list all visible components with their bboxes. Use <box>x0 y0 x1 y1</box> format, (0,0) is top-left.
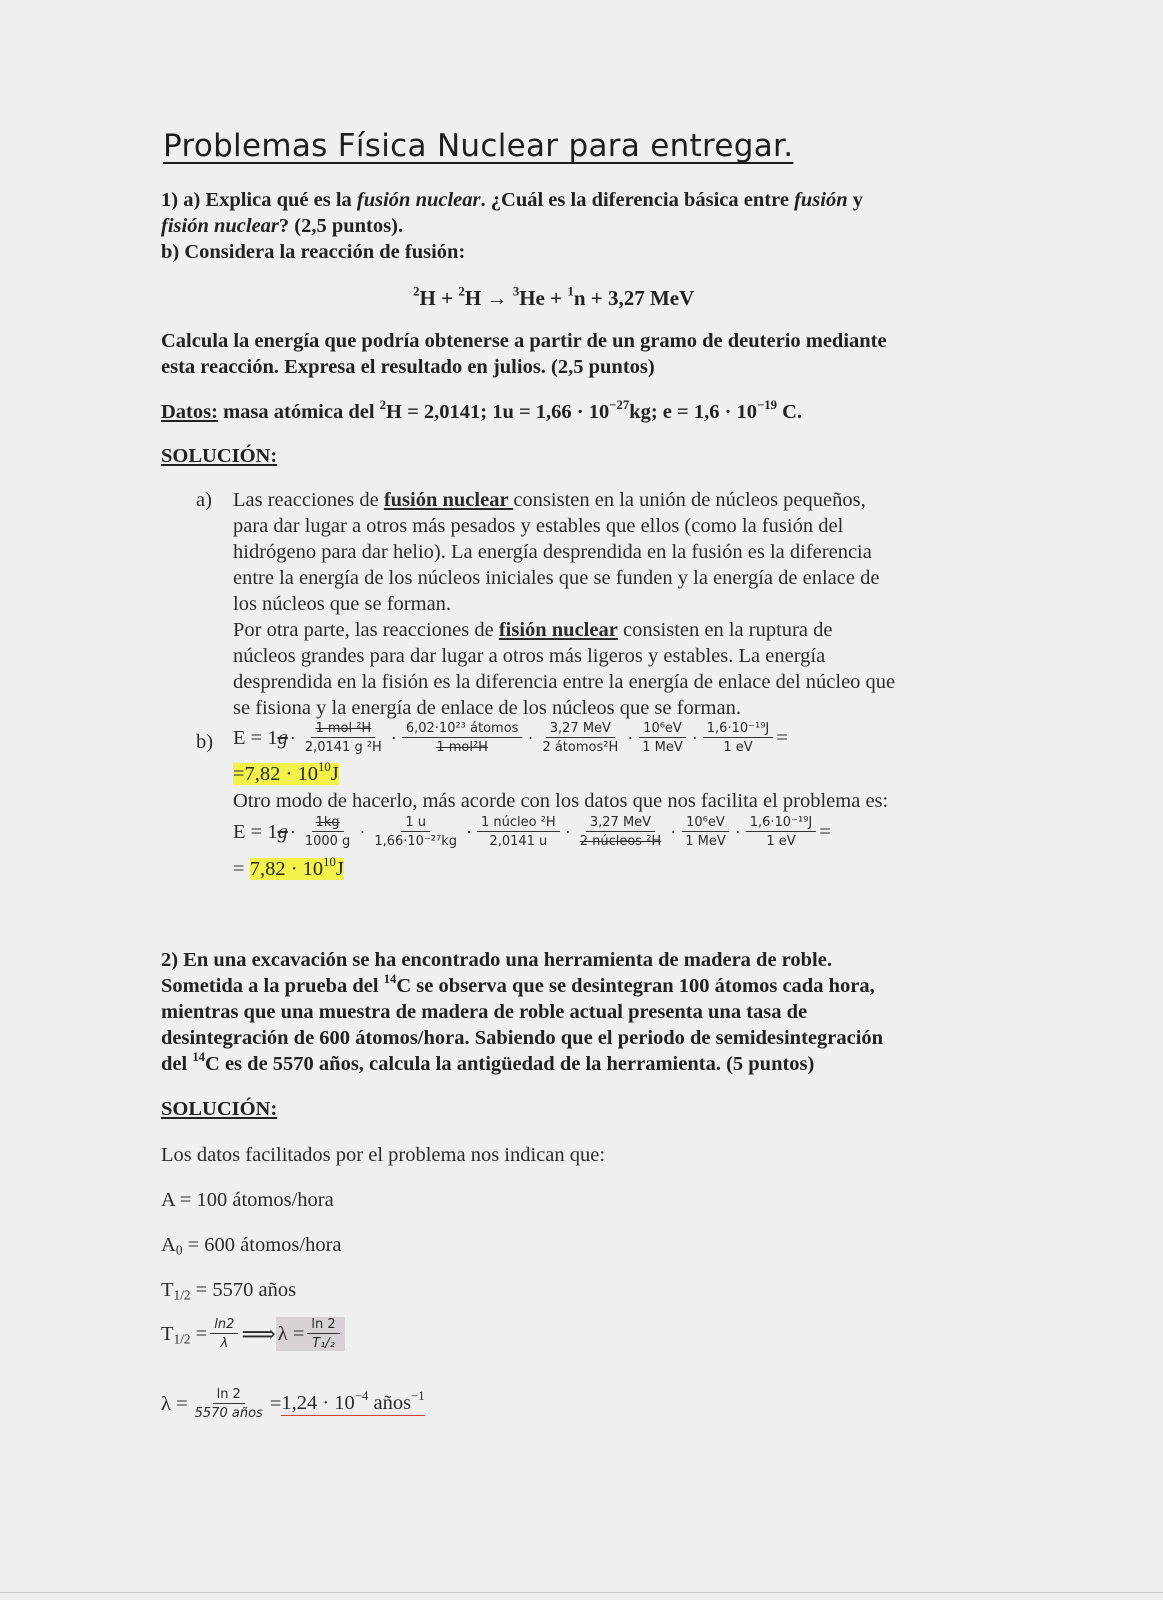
text-bold: fusión nuclear <box>383 489 514 511</box>
text: . ¿Cuál es la diferencia básica entre <box>480 189 795 211</box>
sub: 0 <box>175 1242 183 1258</box>
equals-sign: = <box>776 726 788 749</box>
sup: −1 <box>411 1388 425 1403</box>
lambda-relation <box>161 1317 345 1351</box>
text-italic: fusión nuclear <box>356 189 481 211</box>
solucion-heading-2: SOLUCIÓN: <box>161 1098 278 1120</box>
text: C. <box>777 401 803 423</box>
fraction <box>638 721 687 755</box>
problem-1-line-1 <box>161 189 863 212</box>
sol-a-line-6 <box>233 619 832 642</box>
fraction <box>301 721 386 755</box>
problem-2-line-5 <box>161 1049 815 1076</box>
fraction <box>301 815 354 849</box>
sol-a-line-8: desprendida en la fisión es la diferencia entre la energía de enlace del núcleo que <box>233 671 896 693</box>
denominator: 2,0141 u <box>489 834 548 849</box>
text: C es de 5570 años, calcula la antigüedad de la herramienta. (5 puntos) <box>205 1053 815 1075</box>
value-T <box>161 1279 296 1302</box>
text: = <box>233 858 250 880</box>
equation-1: E = 1 g · $\frac{\text{1 mol ²H}}{\text{2,0141 g ²H}}$ · $\frac{\text{6,02·10²³ átomos}}{\text{1 mol²H}}$ · $\frac{\text{3,27 MeV}}{\text{2 átomos²H}}$ · $\frac{\text{10⁶eV}}{\text{1 MeV}}$ · $\frac{\text{1,6·10⁻¹⁹J}}{1 eV}$ = <box>233 721 788 755</box>
calc-line-1: Calcula la energía que podría obtenerse a partir de un gramo de deuterio mediante <box>161 330 887 352</box>
numerator: 6,02·10²³ átomos <box>402 721 523 738</box>
numerator: 1kg <box>312 815 344 832</box>
text: C se observa que se desintegran 100 átomos cada hora, <box>396 975 875 997</box>
denominator: 2 núcleos ²H <box>579 834 662 849</box>
text: ? (2,5 puntos). <box>278 215 404 237</box>
text: masa atómica del <box>217 401 380 423</box>
item-b-label: b) <box>196 731 214 753</box>
text: g <box>277 726 288 749</box>
denominator: 1 eV <box>723 740 753 755</box>
text: T <box>161 1322 174 1345</box>
text: T <box>161 1279 174 1301</box>
numerator: 3,27 MeV <box>586 815 655 832</box>
text-italic: fusión <box>794 189 848 211</box>
calc-line-2: esta reacción. Expresa el resultado en julios. (2,5 puntos) <box>161 356 655 378</box>
denominator: T₁/₂ <box>312 1336 335 1351</box>
sup: −27 <box>609 397 630 412</box>
text: Sometida a la prueba del <box>161 975 384 997</box>
text: años <box>368 1392 412 1414</box>
text: consisten en la unión de núcleos pequeños, <box>513 489 866 511</box>
text: del <box>161 1053 193 1075</box>
text: H = 2,0141; 1u = 1,66 · 10 <box>386 401 610 423</box>
numerator: 10⁶eV <box>682 815 729 832</box>
denominator: 2,0141 g ²H <box>304 740 382 755</box>
lambda-calc <box>161 1387 425 1421</box>
solucion-heading-1: SOLUCIÓN: <box>161 445 278 467</box>
problem-2-line-3: mientras que una muestra de madera de roble actual presenta una tasa de <box>161 1001 808 1023</box>
fraction <box>370 815 461 849</box>
text: = <box>269 1392 282 1415</box>
numerator: ln2 <box>210 1317 238 1334</box>
sol-a-line-1 <box>233 489 866 512</box>
sup: 2 <box>379 397 386 412</box>
text-bold: fisión nuclear <box>498 619 618 641</box>
denominator: 1,66·10⁻²⁷kg <box>374 834 457 849</box>
sup: 10 <box>323 854 336 869</box>
fraction <box>307 1317 339 1351</box>
text: = 600 átomos/hora <box>182 1234 342 1256</box>
text: 1,24 · 10 <box>281 1392 355 1414</box>
denominator: 1 MeV <box>642 740 683 755</box>
sup: 2 <box>413 283 420 299</box>
numerator: 3,27 MeV <box>546 721 615 738</box>
sol-a-line-5: los núcleos que se forman. <box>233 593 452 615</box>
equation-2: E = 1 g · $\frac{1kg}{1000 g}$ · $\frac{1 u}{\text{1,66·10⁻²⁷kg}}$ · $\frac{\text{1 núcleo ²H}}{2,0141 u}$ · $\frac{\text{3,27 MeV}}{\text{2 núcleos ²H}}$ · $\frac{\text{10⁶eV}}{\text{1 MeV}}$ · $\frac{\text{1,6·10⁻¹⁹J}}{1 eV}$ = <box>233 815 831 849</box>
equals-sign: = <box>819 820 831 843</box>
text: E = 1 <box>233 820 278 843</box>
text: 1) a) Explica qué es la <box>161 189 357 211</box>
problem-2-line-2 <box>161 971 875 998</box>
sol-a-line-4: entre la energía de los núcleos iniciales que se funden y la energía de enlace de <box>233 567 880 589</box>
text: E = 1 <box>233 726 278 749</box>
numerator: 1,6·10⁻¹⁹J <box>746 815 816 832</box>
problem-1-line-3: b) Considera la reacción de fusión: <box>161 241 466 263</box>
text: Por otra parte, las reacciones de <box>233 619 499 641</box>
item-a-label: a) <box>196 489 212 511</box>
text: n + 3,27 MeV <box>573 286 695 310</box>
sup: 3 <box>512 283 520 299</box>
denominator: λ <box>220 1336 229 1351</box>
fraction <box>477 815 560 849</box>
sub: 1/2 <box>173 1287 191 1303</box>
value-A0 <box>161 1234 342 1257</box>
fraction <box>191 1387 267 1421</box>
numerator: 1 mol ²H <box>311 721 375 738</box>
numerator: 10⁶eV <box>639 721 686 738</box>
sup: −4 <box>354 1388 369 1403</box>
fusion-reaction <box>413 283 695 311</box>
fraction <box>402 721 523 755</box>
page-edge-line <box>0 1592 1163 1593</box>
fraction <box>210 1317 238 1351</box>
page-title: Problemas Física Nuclear para entregar. <box>163 128 794 164</box>
text: = <box>190 1322 208 1345</box>
text: A <box>161 1234 176 1256</box>
text-italic: fisión nuclear <box>161 215 279 237</box>
sol2-intro: Los datos facilitados por el problema nos indican que: <box>161 1144 606 1166</box>
text: J <box>330 763 339 785</box>
denominator: 2 átomos²H <box>542 740 619 755</box>
text: consisten en la ruptura de <box>617 619 833 641</box>
text: J <box>335 858 344 880</box>
numerator: 1 u <box>401 815 430 832</box>
text: =7,82 · 10 <box>233 763 319 785</box>
numerator: ln 2 <box>307 1317 339 1334</box>
fraction <box>746 815 816 849</box>
numerator: 1,6·10⁻¹⁹J <box>703 721 773 738</box>
sup: 10 <box>318 759 331 774</box>
text: = 5570 años <box>190 1279 297 1301</box>
sup: 1 <box>567 283 574 299</box>
sub: 1/2 <box>173 1330 191 1346</box>
sol-a-line-2: para dar lugar a otros más pesados y estables que ellos (como la fusión del <box>233 515 844 537</box>
text: H + <box>419 286 459 310</box>
problem-2-line-1: 2) En una excavación se ha encontrado una herramienta de madera de roble. <box>161 949 832 971</box>
implies-arrow-icon: ⟹ <box>241 1321 276 1348</box>
text: y <box>847 189 863 211</box>
otro-modo-line: Otro modo de hacerlo, más acorde con los datos que nos facilita el problema es: <box>233 790 889 812</box>
datos-line <box>161 397 803 424</box>
result-1 <box>233 759 339 786</box>
denominator: 5570 años <box>194 1406 263 1421</box>
problem-1-line-2 <box>161 215 403 238</box>
result-2 <box>233 854 344 881</box>
sup: 14 <box>192 1049 206 1064</box>
denominator: 1000 g <box>304 834 351 849</box>
fraction <box>538 721 622 755</box>
denominator: 1 mol²H <box>436 740 488 755</box>
datos-label: Datos: <box>161 401 218 423</box>
denominator: 1 eV <box>766 834 796 849</box>
fraction <box>576 815 666 849</box>
sol-a-line-9: se fisiona y la energía de enlace de los núcleos que se forman. <box>233 697 741 719</box>
text: 7,82 · 10 <box>249 858 324 880</box>
sup: 14 <box>383 971 397 986</box>
text: kg; e = 1,6 · 10 <box>629 401 758 423</box>
denominator: 1 MeV <box>685 834 726 849</box>
sol-a-line-3: hidrógeno para dar helio). La energía desprendida en la fusión es la diferencia <box>233 541 872 563</box>
fraction <box>703 721 773 755</box>
sup: 2 <box>458 283 465 299</box>
problem-2-line-4: desintegración de 600 átomos/hora. Sabiendo que el periodo de semidesintegración <box>161 1027 884 1049</box>
sol-a-line-7: núcleos grandes para dar lugar a otros más ligeros y estables. La energía <box>233 645 826 667</box>
text: H → <box>464 286 513 310</box>
text: λ = <box>277 1322 305 1345</box>
text: Las reacciones de <box>233 489 384 511</box>
text: g <box>277 820 288 843</box>
text: λ = <box>161 1392 188 1415</box>
sup: −19 <box>757 397 778 412</box>
value-A: A = 100 átomos/hora <box>161 1189 334 1211</box>
text: He + <box>519 286 568 310</box>
numerator: ln 2 <box>213 1387 245 1404</box>
numerator: 1 núcleo ²H <box>477 815 560 832</box>
fraction <box>681 815 730 849</box>
